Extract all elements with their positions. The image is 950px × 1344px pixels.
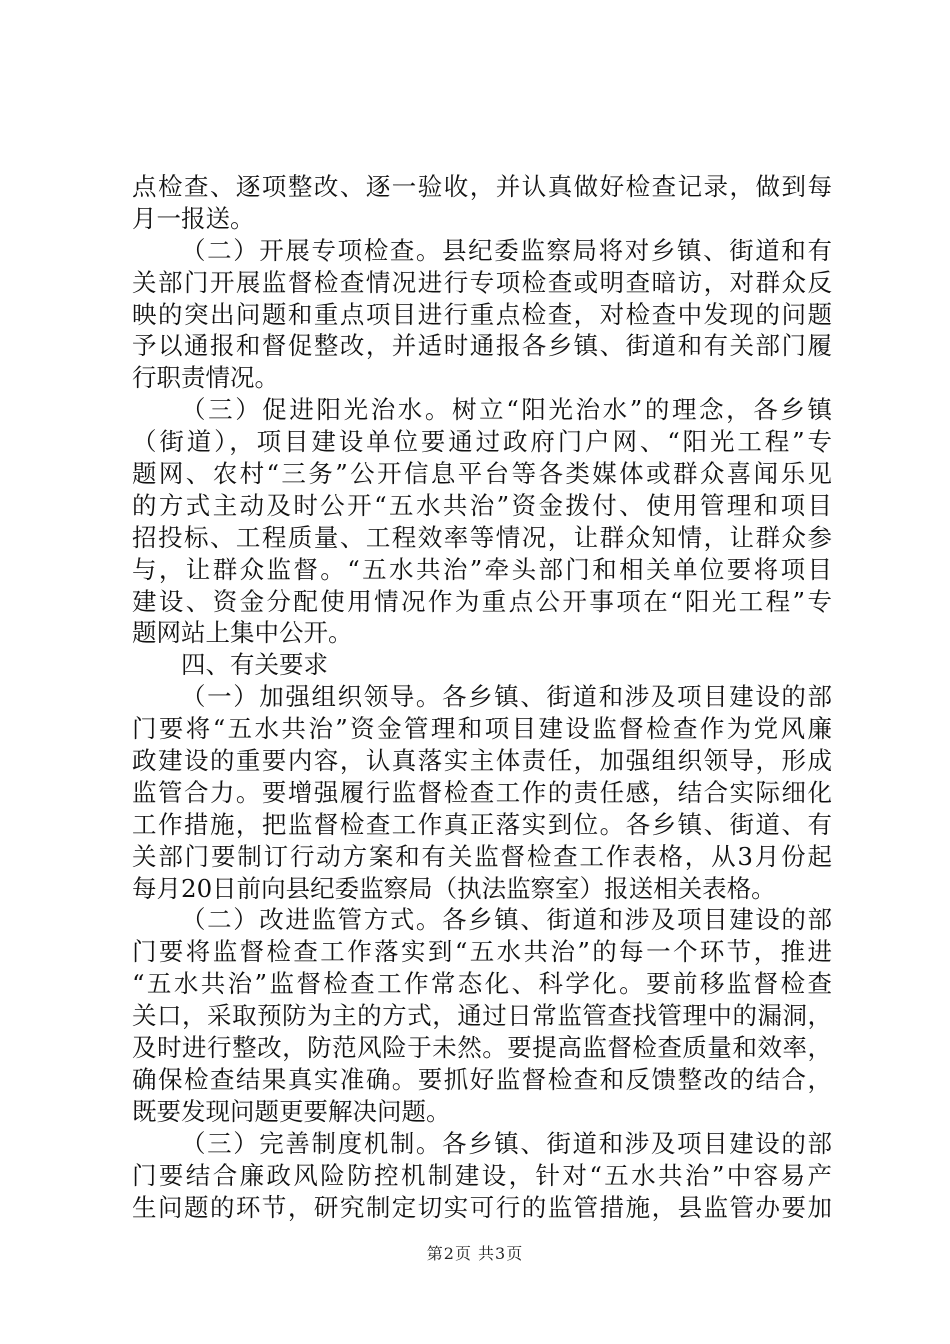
text-line: 招投标、工程质量、工程效率等情况，让群众知情，让群众参 <box>132 522 832 552</box>
text-line: 月一报送。 <box>132 203 255 233</box>
text-line: 的方式主动及时公开“五水共治”资金拨付、使用管理和项目 <box>132 490 832 520</box>
text-line: 每月20日前向县纪委监察局（执法监察室）报送相关表格。 <box>132 873 776 903</box>
text-line: 确保检查结果真实准确。要抓好监督检查和反馈整改的结合， <box>132 1064 832 1094</box>
text-line: 予以通报和督促整改，并适时通报各乡镇、街道和有关部门履 <box>132 331 832 361</box>
document-body <box>132 171 832 1223</box>
text-line: 政建设的重要内容，认真落实主体责任，加强组织领导，形成 <box>132 746 832 776</box>
paragraph-heading-line: （二）改进监管方式。各乡镇、街道和涉及项目建设的部 <box>181 905 832 935</box>
text-line: 题网、农村“三务”公开信息平台等各类媒体或群众喜闻乐见 <box>132 459 832 489</box>
text-line: 监管合力。要增强履行监督检查工作的责任感，结合实际细化 <box>132 777 832 807</box>
text-line: 关部门开展监督检查情况进行专项检查或明查暗访，对群众反 <box>132 267 832 297</box>
text-line: “五水共治”监督检查工作常态化、科学化。要前移监督检查 <box>132 969 832 999</box>
text-line: 点检查、逐项整改、逐一验收，并认真做好检查记录，做到每 <box>132 172 832 201</box>
text-line: （街道），项目建设单位要通过政府门户网、“阳光工程”专 <box>132 427 832 457</box>
text-line: 行职责情况。 <box>132 363 279 393</box>
text-line: 门要将“五水共治”资金管理和项目建设监督检查作为党风廉 <box>132 714 832 744</box>
paragraph-heading-line: （二）开展专项检查。县纪委监察局将对乡镇、街道和有 <box>181 235 832 265</box>
text-line: 门要将监督检查工作落实到“五水共治”的每一个环节，推进 <box>132 937 832 967</box>
paragraph-heading-line: （三）促进阳光治水。树立“阳光治水”的理念，各乡镇 <box>181 395 832 425</box>
text-line: 生问题的环节，研究制定切实可行的监管措施，县监管办要加 <box>132 1192 832 1222</box>
text-line: 及时进行整改，防范风险于未然。要提高监督检查质量和效率， <box>132 1033 832 1063</box>
paragraph-heading-line: （一）加强组织领导。各乡镇、街道和涉及项目建设的部 <box>181 682 832 712</box>
paragraph-heading-line: （三）完善制度机制。各乡镇、街道和涉及项目建设的部 <box>181 1128 832 1158</box>
section-heading: 四、有关要求 <box>181 650 328 680</box>
text-line: 既要发现问题更要解决问题。 <box>132 1096 451 1126</box>
text-line: 与，让群众监督。“五水共治”牵头部门和相关单位要将项目 <box>132 554 832 584</box>
text-line: 门要结合廉政风险防控机制建设，针对“五水共治”中容易产 <box>132 1160 832 1190</box>
text-line: 映的突出问题和重点项目进行重点检查，对检查中发现的问题 <box>132 299 832 329</box>
text-line: 关部门要制订行动方案和有关监督检查工作表格，从3月份起 <box>132 841 832 871</box>
text-line: 题网站上集中公开。 <box>132 618 353 648</box>
text-line: 建设、资金分配使用情况作为重点公开事项在“阳光工程”专 <box>132 586 832 616</box>
text-line: 关口，采取预防为主的方式，通过日常监管查找管理中的漏洞， <box>132 1001 832 1031</box>
page-number-footer: 第2页 共3页 <box>426 1244 524 1263</box>
text-line: 工作措施，把监督检查工作真正落实到位。各乡镇、街道、有 <box>132 809 832 839</box>
